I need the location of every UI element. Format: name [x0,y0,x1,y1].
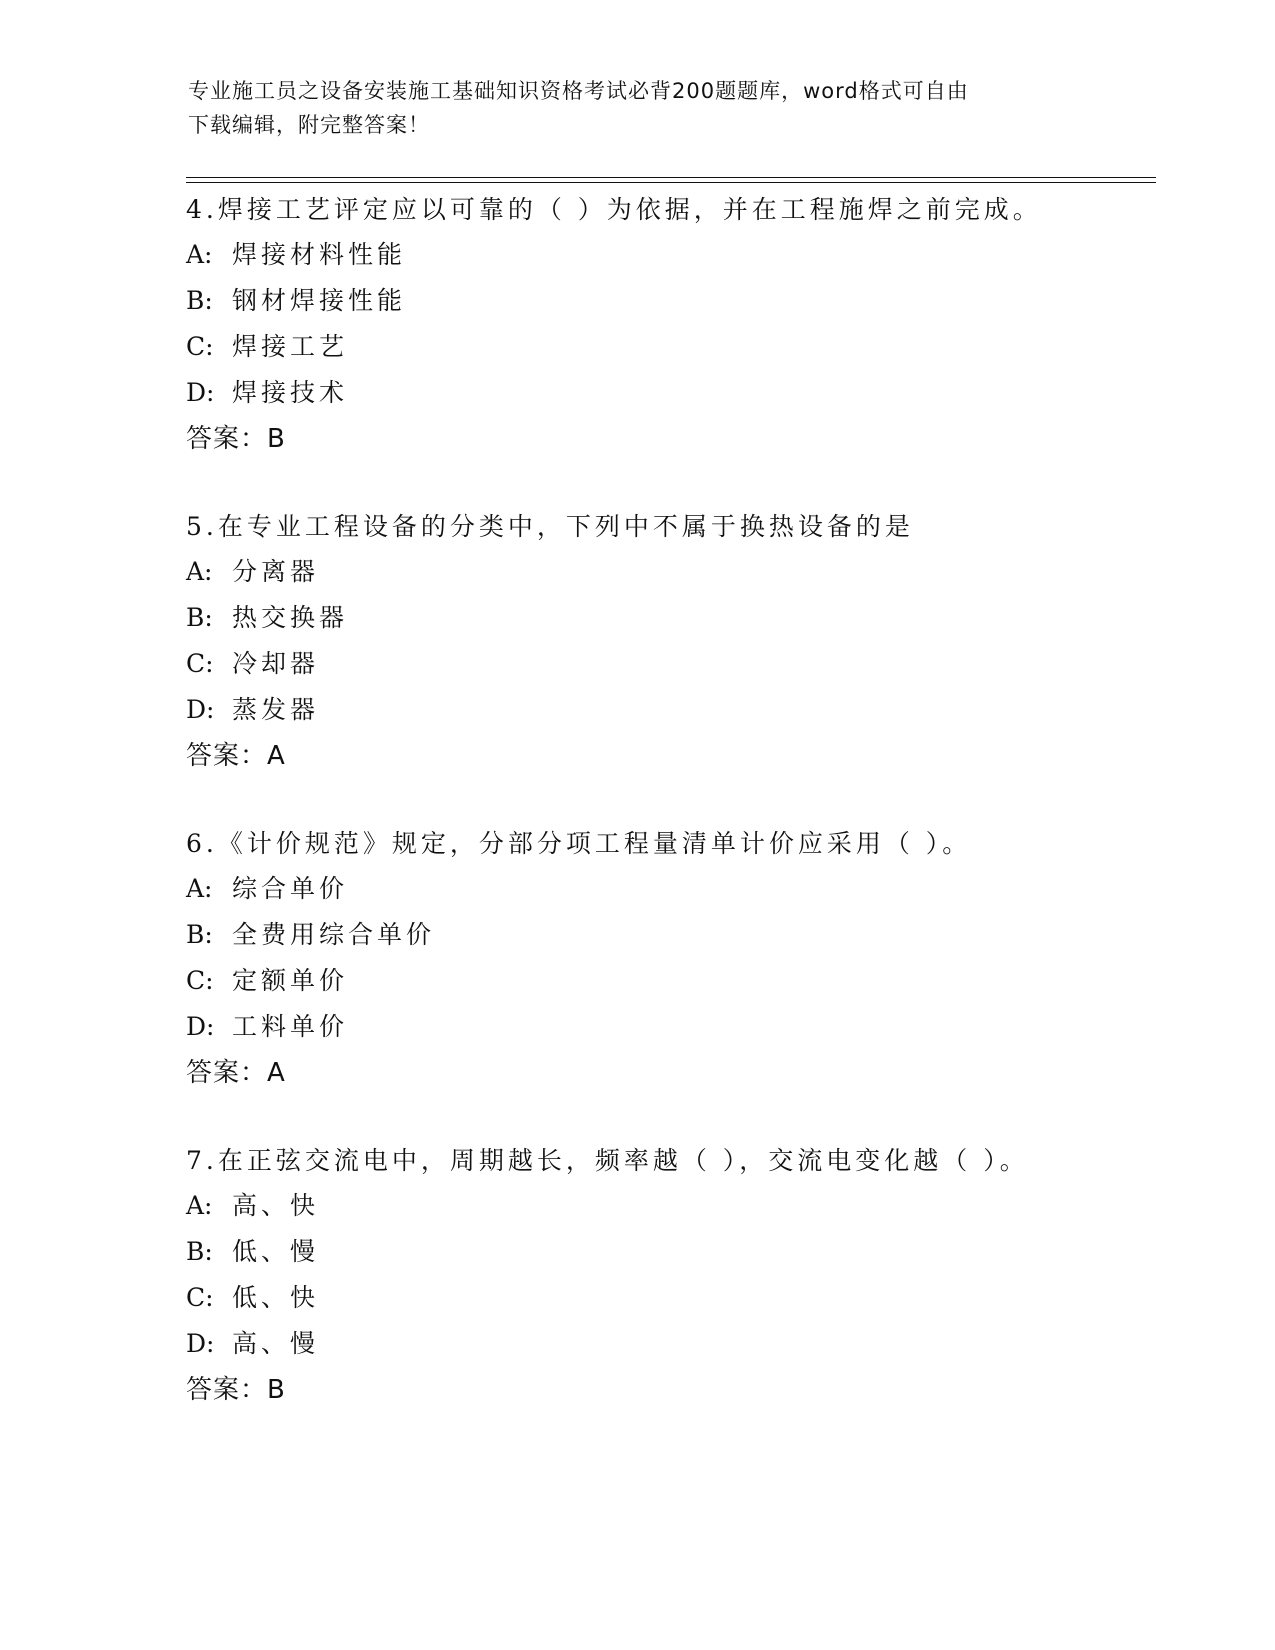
option-key: D: [186,1012,215,1041]
option-key: B: [186,1237,213,1266]
option-text: 焊接材料性能 [232,240,407,269]
option-c [186,1275,1186,1321]
question-title: 6.《计价规范》规定，分部分项工程量清单计价应采用（ ）。 [186,829,972,858]
option-c [186,641,1186,687]
option-a [186,1183,1186,1229]
option-b [186,278,1186,324]
option-d [186,1004,1186,1050]
answer-line: 答案：B [186,1375,286,1405]
option-text: 全费用综合单价 [232,920,436,949]
option-d [186,1321,1186,1367]
option-text: 工料单价 [232,1012,349,1041]
option-text: 钢材焊接性能 [232,286,407,315]
option-key: B: [186,920,213,949]
option-text: 高、慢 [232,1329,320,1358]
option-text: 定额单价 [232,966,349,995]
option-text: 综合单价 [232,874,349,903]
option-key: A: [186,1191,213,1220]
option-key: A: [186,557,213,586]
option-b [186,1229,1186,1275]
question-title: 5.在专业工程设备的分类中，下列中不属于换热设备的是 [186,512,914,541]
option-text: 焊接工艺 [232,332,349,361]
option-key: B: [186,286,213,315]
question-title: 4.焊接工艺评定应以可靠的（ ）为依据，并在工程施焊之前完成。 [186,195,1042,224]
option-a [186,232,1186,278]
option-c [186,958,1186,1004]
option-text: 焊接技术 [232,378,349,407]
answer-line: 答案：A [186,741,286,771]
option-text: 低、慢 [232,1237,320,1266]
header-line-1: 专业施工员之设备安装施工基础知识资格考试必背200题题库，word格式可自由 [188,79,969,103]
option-key: A: [186,874,213,903]
option-text: 热交换器 [232,603,349,632]
question-title: 7.在正弦交流电中，周期越长，频率越（ ），交流电变化越（ ）。 [186,1146,1029,1175]
option-key: B: [186,603,213,632]
option-text: 蒸发器 [232,695,320,724]
option-key: D: [186,1329,215,1358]
answer-line: 答案：B [186,424,286,454]
question-block [186,822,1186,1096]
option-a [186,549,1186,595]
option-key: D: [186,378,215,407]
option-text: 高、快 [232,1191,320,1220]
option-d [186,370,1186,416]
option-text: 低、快 [232,1283,320,1312]
option-key: A: [186,240,213,269]
option-key: C: [186,1283,214,1312]
option-key: C: [186,332,214,361]
option-key: C: [186,649,214,678]
option-a [186,866,1186,912]
header-divider-top [186,177,1156,178]
option-text: 分离器 [232,557,320,586]
option-d [186,687,1186,733]
question-block [186,505,1186,779]
header-line-2: 下载编辑，附完整答案！ [188,113,430,137]
header-divider-bottom [186,182,1156,183]
question-block [186,188,1186,462]
option-key: D: [186,695,215,724]
option-c [186,324,1186,370]
option-key: C: [186,966,214,995]
option-b [186,912,1186,958]
option-text: 冷却器 [232,649,320,678]
option-b [186,595,1186,641]
question-block [186,1139,1186,1413]
answer-line: 答案：A [186,1058,286,1088]
document-header [188,74,1068,142]
